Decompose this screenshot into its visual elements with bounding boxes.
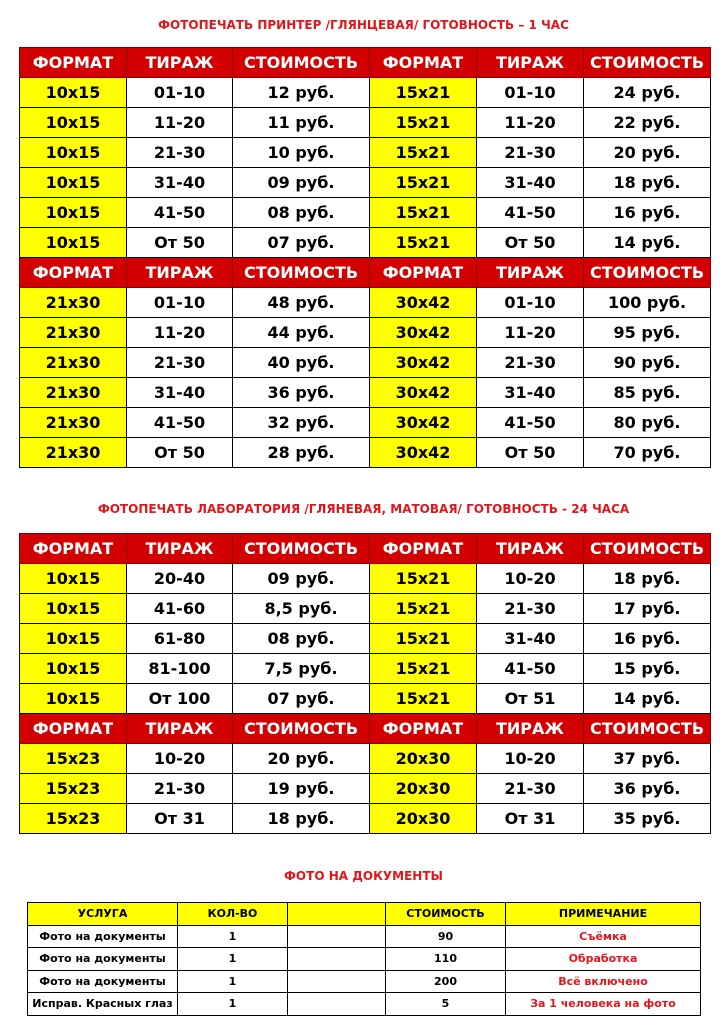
- price-cell: 18 руб.: [584, 168, 711, 198]
- column-header: СТОИМОСТЬ: [386, 903, 506, 926]
- format-cell: 30х42: [370, 348, 477, 378]
- format-cell: 21х30: [20, 408, 127, 438]
- column-header: СТОИМОСТЬ: [233, 258, 370, 288]
- table-row: [20, 318, 711, 348]
- format-cell: 10х15: [20, 198, 127, 228]
- quantity-cell: 1: [178, 948, 288, 971]
- price-cell: 09 руб.: [233, 168, 370, 198]
- price-cell: 110: [386, 948, 506, 971]
- blank-cell: [288, 993, 386, 1016]
- quantity-cell: 11-20: [127, 108, 233, 138]
- quantity-cell: 10-20: [477, 564, 584, 594]
- quantity-cell: От 50: [127, 438, 233, 468]
- quantity-cell: 41-50: [127, 408, 233, 438]
- price-cell: 17 руб.: [584, 594, 711, 624]
- column-header: ТИРАЖ: [127, 714, 233, 744]
- quantity-cell: От 51: [477, 684, 584, 714]
- price-cell: 90: [386, 925, 506, 948]
- column-header: СТОИМОСТЬ: [584, 714, 711, 744]
- column-header: СТОИМОСТЬ: [584, 48, 711, 78]
- format-cell: 10х15: [20, 564, 127, 594]
- table-row: [28, 948, 701, 971]
- table-row: [20, 108, 711, 138]
- table-row: [20, 774, 711, 804]
- format-cell: 10х15: [20, 138, 127, 168]
- price-cell: 08 руб.: [233, 198, 370, 228]
- format-cell: 15х21: [370, 624, 477, 654]
- quantity-cell: 11-20: [477, 318, 584, 348]
- quantity-cell: 31-40: [477, 168, 584, 198]
- column-header: ПРИМЕЧАНИЕ: [506, 903, 701, 926]
- table-row: [20, 744, 711, 774]
- quantity-cell: 31-40: [477, 378, 584, 408]
- printer-price-table: [19, 47, 711, 468]
- quantity-cell: От 50: [477, 438, 584, 468]
- price-cell: 11 руб.: [233, 108, 370, 138]
- format-cell: 10х15: [20, 684, 127, 714]
- table-row: [20, 198, 711, 228]
- blank-cell: [288, 948, 386, 971]
- quantity-cell: 21-30: [477, 138, 584, 168]
- quantity-cell: 21-30: [127, 138, 233, 168]
- price-cell: 200: [386, 970, 506, 993]
- column-header: СТОИМОСТЬ: [233, 714, 370, 744]
- quantity-cell: 01-10: [127, 78, 233, 108]
- quantity-cell: 31-40: [127, 378, 233, 408]
- document-photo-table: [27, 902, 701, 1016]
- quantity-cell: 01-10: [127, 288, 233, 318]
- note-cell: Обработка: [506, 948, 701, 971]
- section1-title: ФОТОПЕЧАТЬ ПРИНТЕР /ГЛЯНЦЕВАЯ/ ГОТОВНОСТЬ – 1 ЧАС: [158, 18, 569, 32]
- price-cell: 7,5 руб.: [233, 654, 370, 684]
- quantity-cell: 31-40: [477, 624, 584, 654]
- table-row: [20, 288, 711, 318]
- section3-title: ФОТО НА ДОКУМЕНТЫ: [284, 869, 443, 883]
- table-row: [20, 564, 711, 594]
- service-cell: Фото на документы: [28, 948, 178, 971]
- price-cell: 09 руб.: [233, 564, 370, 594]
- table-row: [20, 684, 711, 714]
- format-cell: 30х42: [370, 438, 477, 468]
- price-cell: 80 руб.: [584, 408, 711, 438]
- table-header-row: [20, 714, 711, 744]
- format-cell: 30х42: [370, 378, 477, 408]
- format-cell: 21х30: [20, 288, 127, 318]
- format-cell: 10х15: [20, 108, 127, 138]
- table-row: [20, 138, 711, 168]
- price-cell: 40 руб.: [233, 348, 370, 378]
- price-cell: 90 руб.: [584, 348, 711, 378]
- quantity-cell: 41-50: [127, 198, 233, 228]
- price-cell: 22 руб.: [584, 108, 711, 138]
- format-cell: 21х30: [20, 318, 127, 348]
- quantity-cell: 20-40: [127, 564, 233, 594]
- price-cell: 12 руб.: [233, 78, 370, 108]
- column-header: ТИРАЖ: [127, 258, 233, 288]
- price-cell: 70 руб.: [584, 438, 711, 468]
- column-header: ТИРАЖ: [477, 534, 584, 564]
- quantity-cell: 11-20: [477, 108, 584, 138]
- price-cell: 36 руб.: [584, 774, 711, 804]
- format-cell: 15х23: [20, 804, 127, 834]
- format-cell: 30х42: [370, 288, 477, 318]
- price-cell: 95 руб.: [584, 318, 711, 348]
- format-cell: 15х23: [20, 744, 127, 774]
- price-cell: 18 руб.: [233, 804, 370, 834]
- note-cell: Съёмка: [506, 925, 701, 948]
- quantity-cell: 10-20: [477, 744, 584, 774]
- column-header: СТОИМОСТЬ: [584, 258, 711, 288]
- quantity-cell: 31-40: [127, 168, 233, 198]
- quantity-cell: От 31: [127, 804, 233, 834]
- column-header: ФОРМАТ: [20, 714, 127, 744]
- column-header: ТИРАЖ: [477, 258, 584, 288]
- quantity-cell: 10-20: [127, 744, 233, 774]
- price-cell: 20 руб.: [584, 138, 711, 168]
- column-header: ТИРАЖ: [127, 48, 233, 78]
- quantity-cell: 21-30: [477, 774, 584, 804]
- quantity-cell: 21-30: [127, 348, 233, 378]
- table-row: [20, 624, 711, 654]
- format-cell: 20х30: [370, 804, 477, 834]
- service-cell: Исправ. Красных глаз: [28, 993, 178, 1016]
- price-cell: 35 руб.: [584, 804, 711, 834]
- column-header: ФОРМАТ: [370, 534, 477, 564]
- price-cell: 36 руб.: [233, 378, 370, 408]
- quantity-cell: От 100: [127, 684, 233, 714]
- quantity-cell: 21-30: [477, 594, 584, 624]
- format-cell: 15х21: [370, 108, 477, 138]
- column-header: ТИРАЖ: [127, 534, 233, 564]
- format-cell: 30х42: [370, 408, 477, 438]
- format-cell: 15х21: [370, 78, 477, 108]
- column-header: СТОИМОСТЬ: [584, 534, 711, 564]
- price-cell: 100 руб.: [584, 288, 711, 318]
- column-header: КОЛ-ВО: [178, 903, 288, 926]
- quantity-cell: От 31: [477, 804, 584, 834]
- service-cell: Фото на документы: [28, 925, 178, 948]
- price-cell: 14 руб.: [584, 228, 711, 258]
- price-cell: 44 руб.: [233, 318, 370, 348]
- quantity-cell: 21-30: [477, 348, 584, 378]
- price-cell: 85 руб.: [584, 378, 711, 408]
- column-header: СТОИМОСТЬ: [233, 534, 370, 564]
- quantity-cell: 41-50: [477, 654, 584, 684]
- format-cell: 15х23: [20, 774, 127, 804]
- table-row: [28, 925, 701, 948]
- section2-title: ФОТОПЕЧАТЬ ЛАБОРАТОРИЯ /ГЛЯНЕВАЯ, МАТОВАЯ/ ГОТОВНОСТЬ - 24 ЧАСА: [97, 502, 630, 516]
- price-cell: 16 руб.: [584, 624, 711, 654]
- format-cell: 20х30: [370, 744, 477, 774]
- note-cell: За 1 человека на фото: [506, 993, 701, 1016]
- price-cell: 37 руб.: [584, 744, 711, 774]
- format-cell: 15х21: [370, 564, 477, 594]
- price-cell: 07 руб.: [233, 684, 370, 714]
- format-cell: 10х15: [20, 654, 127, 684]
- format-cell: 20х30: [370, 774, 477, 804]
- table-row: [20, 78, 711, 108]
- format-cell: 15х21: [370, 198, 477, 228]
- table-row: [20, 228, 711, 258]
- table-row: [20, 348, 711, 378]
- price-cell: 16 руб.: [584, 198, 711, 228]
- table-row: [20, 438, 711, 468]
- column-header: УСЛУГА: [28, 903, 178, 926]
- price-cell: 32 руб.: [233, 408, 370, 438]
- format-cell: 15х21: [370, 684, 477, 714]
- format-cell: 10х15: [20, 168, 127, 198]
- table-header-row: [28, 903, 701, 926]
- quantity-cell: 81-100: [127, 654, 233, 684]
- format-cell: 15х21: [370, 654, 477, 684]
- price-cell: 08 руб.: [233, 624, 370, 654]
- format-cell: 15х21: [370, 228, 477, 258]
- column-header: ФОРМАТ: [370, 258, 477, 288]
- price-cell: 07 руб.: [233, 228, 370, 258]
- format-cell: 21х30: [20, 348, 127, 378]
- column-header: ТИРАЖ: [477, 714, 584, 744]
- quantity-cell: 11-20: [127, 318, 233, 348]
- table-row: [20, 408, 711, 438]
- quantity-cell: 1: [178, 970, 288, 993]
- price-cell: 15 руб.: [584, 654, 711, 684]
- blank-cell: [288, 925, 386, 948]
- lab-price-table: [19, 533, 711, 834]
- table-header-row: [20, 48, 711, 78]
- table-row: [28, 993, 701, 1016]
- table-row: [20, 804, 711, 834]
- column-header: ТИРАЖ: [477, 48, 584, 78]
- format-cell: 15х21: [370, 138, 477, 168]
- price-cell: 10 руб.: [233, 138, 370, 168]
- format-cell: 15х21: [370, 594, 477, 624]
- quantity-cell: 21-30: [127, 774, 233, 804]
- price-cell: 8,5 руб.: [233, 594, 370, 624]
- format-cell: 10х15: [20, 594, 127, 624]
- column-header: ФОРМАТ: [370, 714, 477, 744]
- column-header: ФОРМАТ: [20, 48, 127, 78]
- quantity-cell: 1: [178, 993, 288, 1016]
- table-header-row: [20, 258, 711, 288]
- price-cell: 5: [386, 993, 506, 1016]
- column-header: [288, 903, 386, 926]
- price-cell: 24 руб.: [584, 78, 711, 108]
- table-row: [20, 654, 711, 684]
- quantity-cell: 1: [178, 925, 288, 948]
- blank-cell: [288, 970, 386, 993]
- service-cell: Фото на документы: [28, 970, 178, 993]
- column-header: ФОРМАТ: [20, 258, 127, 288]
- price-cell: 20 руб.: [233, 744, 370, 774]
- format-cell: 10х15: [20, 78, 127, 108]
- quantity-cell: От 50: [477, 228, 584, 258]
- table-header-row: [20, 534, 711, 564]
- table-row: [20, 378, 711, 408]
- price-cell: 18 руб.: [584, 564, 711, 594]
- table-row: [28, 970, 701, 993]
- quantity-cell: 61-80: [127, 624, 233, 654]
- price-cell: 28 руб.: [233, 438, 370, 468]
- note-cell: Всё включено: [506, 970, 701, 993]
- table-row: [20, 594, 711, 624]
- column-header: СТОИМОСТЬ: [233, 48, 370, 78]
- quantity-cell: 41-50: [477, 198, 584, 228]
- column-header: ФОРМАТ: [20, 534, 127, 564]
- quantity-cell: 01-10: [477, 78, 584, 108]
- format-cell: 21х30: [20, 378, 127, 408]
- quantity-cell: 01-10: [477, 288, 584, 318]
- format-cell: 10х15: [20, 228, 127, 258]
- format-cell: 30х42: [370, 318, 477, 348]
- format-cell: 21х30: [20, 438, 127, 468]
- price-cell: 14 руб.: [584, 684, 711, 714]
- format-cell: 15х21: [370, 168, 477, 198]
- quantity-cell: 41-50: [477, 408, 584, 438]
- table-row: [20, 168, 711, 198]
- price-cell: 19 руб.: [233, 774, 370, 804]
- column-header: ФОРМАТ: [370, 48, 477, 78]
- format-cell: 10х15: [20, 624, 127, 654]
- quantity-cell: От 50: [127, 228, 233, 258]
- price-cell: 48 руб.: [233, 288, 370, 318]
- quantity-cell: 41-60: [127, 594, 233, 624]
